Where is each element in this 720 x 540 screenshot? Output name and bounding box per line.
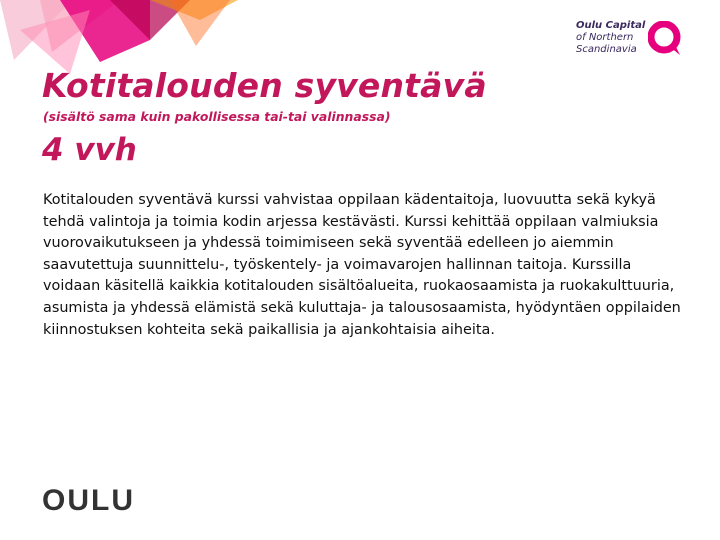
subtitle: (sisältö sama kuin pakollisessa tai-tai valinnassa) bbox=[43, 109, 391, 124]
brand-line-3: Scandinavia bbox=[576, 44, 637, 55]
course-description: Kotitalouden syventävä kurssi vahvistaa oppilaan kädentaitoja, luovuutta sekä kykyä tehdä valintoja ja toimia kodin arjessa kestävästi. Kurssi kehittää oppilaan valmiuksia vuorovaikutukseen ja yhdessä toimimiseen sekä syventää edelleen jo aiemmin saavutettuja suunnittelu-, työskentely- ja voimavarojen hallinnan taitoja. Kurssilla voidaan käsitellä kaikkia kotitalouden sisältöalueita, ruokaosaamista ja ruokakulttuuria, asumista ja yhdessä elämistä sekä kuluttaja- ja talousosaamista, hyödyntäen oppilaiden kiinnostuksen kohteita sekä paikallisia ja ajankohtaisia aiheita. bbox=[43, 192, 681, 338]
brand-line-1: Oulu Capital bbox=[576, 20, 646, 31]
brand-tagline bbox=[576, 20, 652, 56]
brand-line-2: of Northern bbox=[576, 32, 634, 43]
oulu-capital-logo bbox=[576, 18, 686, 66]
speech-bubble-icon bbox=[648, 21, 682, 57]
page-title: Kotitalouden syventävä bbox=[42, 66, 487, 105]
course-hours: 4 vvh bbox=[42, 132, 137, 168]
oulu-footer-logo: OULU bbox=[42, 484, 135, 517]
